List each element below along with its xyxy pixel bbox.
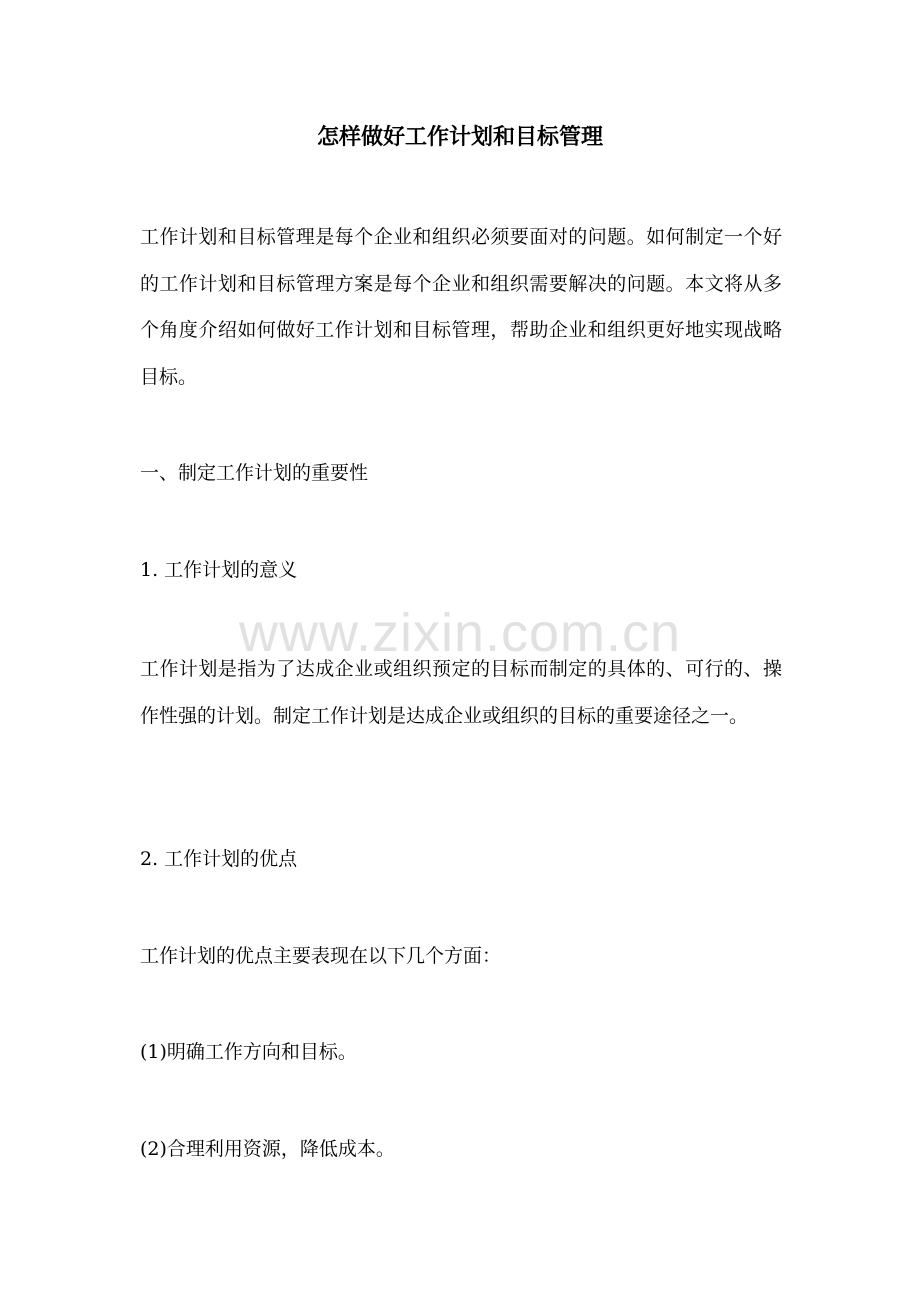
section-heading-importance: 一、制定工作计划的重要性	[140, 462, 369, 484]
meaning-paragraph: 工作计划是指为了达成企业或组织预定的目标而制定的具体的、可行的、操作性强的计划。制定工作计划是达成企业或组织的目标的重要途径之一。	[140, 658, 782, 727]
advantage-list-item: (1)明确工作方向和目标。	[140, 1041, 357, 1063]
subheading-meaning: 1. 工作计划的意义	[140, 559, 298, 581]
intro-paragraph: 工作计划和目标管理是每个企业和组织必须要面对的问题。如何制定一个好的工作计划和目标管理方案是每个企业和组织需要解决的问题。本文将从多个角度介绍如何做好工作计划和目标管理，帮助企业和组织更好地实现战略目标。	[140, 226, 782, 388]
subheading-advantages: 2. 工作计划的优点	[140, 848, 298, 870]
watermark: www.zixin.com.cn	[238, 603, 682, 663]
advantage-list-item: (2)合理利用资源，降低成本。	[140, 1138, 395, 1160]
advantages-intro: 工作计划的优点主要表现在以下几个方面：	[140, 945, 502, 967]
document-title: 怎样做好工作计划和目标管理	[316, 124, 603, 150]
